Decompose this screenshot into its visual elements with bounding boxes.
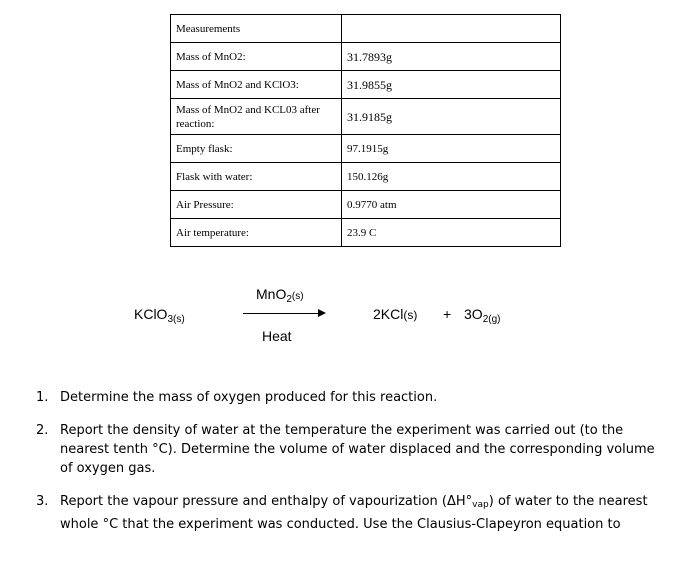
catalyst-formula: MnO [256,286,287,302]
row-value: 0.9770 atm [342,191,561,219]
question-number: 1. [36,390,49,405]
row-label: Air temperature: [171,219,342,247]
question-text-subscript: vap [472,500,489,510]
row-label: Mass of MnO2 and KCL03 after reaction: [171,99,342,135]
question-number: 2. [36,423,49,438]
row-value: 31.9185g [342,99,561,135]
table-row [171,191,561,219]
table-row [171,99,561,135]
reactant [134,306,185,325]
product2-formula: 3O [464,306,483,322]
table-row [171,43,561,71]
catalyst-state: (s) [291,291,304,302]
question-item [36,388,666,407]
table-row [171,219,561,247]
chemical-equation [0,280,678,350]
reactant-formula: KClO [134,306,168,322]
product2-subscript: 2 [482,314,489,325]
question-number: 3. [36,494,49,509]
question-text [60,492,666,534]
row-value: 97.1915g [342,135,561,163]
row-value: 23.9 C [342,219,561,247]
row-label: Air Pressure: [171,191,342,219]
reaction-arrow [243,313,321,314]
product1-formula: 2KCl [373,306,404,322]
product-kcl [373,306,417,322]
row-value: 31.9855g [342,71,561,99]
table-row [171,163,561,191]
table-row [171,71,561,99]
question-text-after: ) of water to the nearest whole °C that the experiment was conducted. Use the Clausius-Clapeyron equation to [60,494,648,532]
catalyst [256,286,304,305]
table-row [171,135,561,163]
row-label: Mass of MnO2: [171,43,342,71]
row-label: Mass of MnO2 and KClO3: [171,71,342,99]
question-list [36,388,666,548]
reactant-subscript: 3 [167,314,174,325]
reactant-state: (s) [173,314,185,325]
product2-state: (g) [488,314,501,325]
row-value: 150.126g [342,163,561,191]
question-text-before: Report the vapour pressure and enthalpy of vapourization (ΔH° [60,494,473,509]
table-header-cell: Measurements [171,15,342,43]
plus-sign: + [443,306,452,322]
row-label: Empty flask: [171,135,342,163]
table-header-empty-cell [342,15,561,43]
question-item [36,421,666,478]
measurements-table [170,14,561,247]
product1-state: (s) [403,308,418,322]
question-text: Determine the mass of oxygen produced for this reaction. [60,390,438,405]
row-label: Flask with water: [171,163,342,191]
catalyst-subscript: 2 [286,294,292,305]
product-oxygen [464,306,500,325]
reaction-arrow-head [318,309,326,317]
question-item [36,492,666,534]
table-header-row [171,15,561,43]
row-value: 31.7893g [342,43,561,71]
question-text: Report the density of water at the temperature the experiment was carried out (to the nearest tenth °C). Determine the volume of water displaced and the corresponding volume of oxygen gas. [60,423,655,476]
reaction-condition: Heat [262,328,292,344]
